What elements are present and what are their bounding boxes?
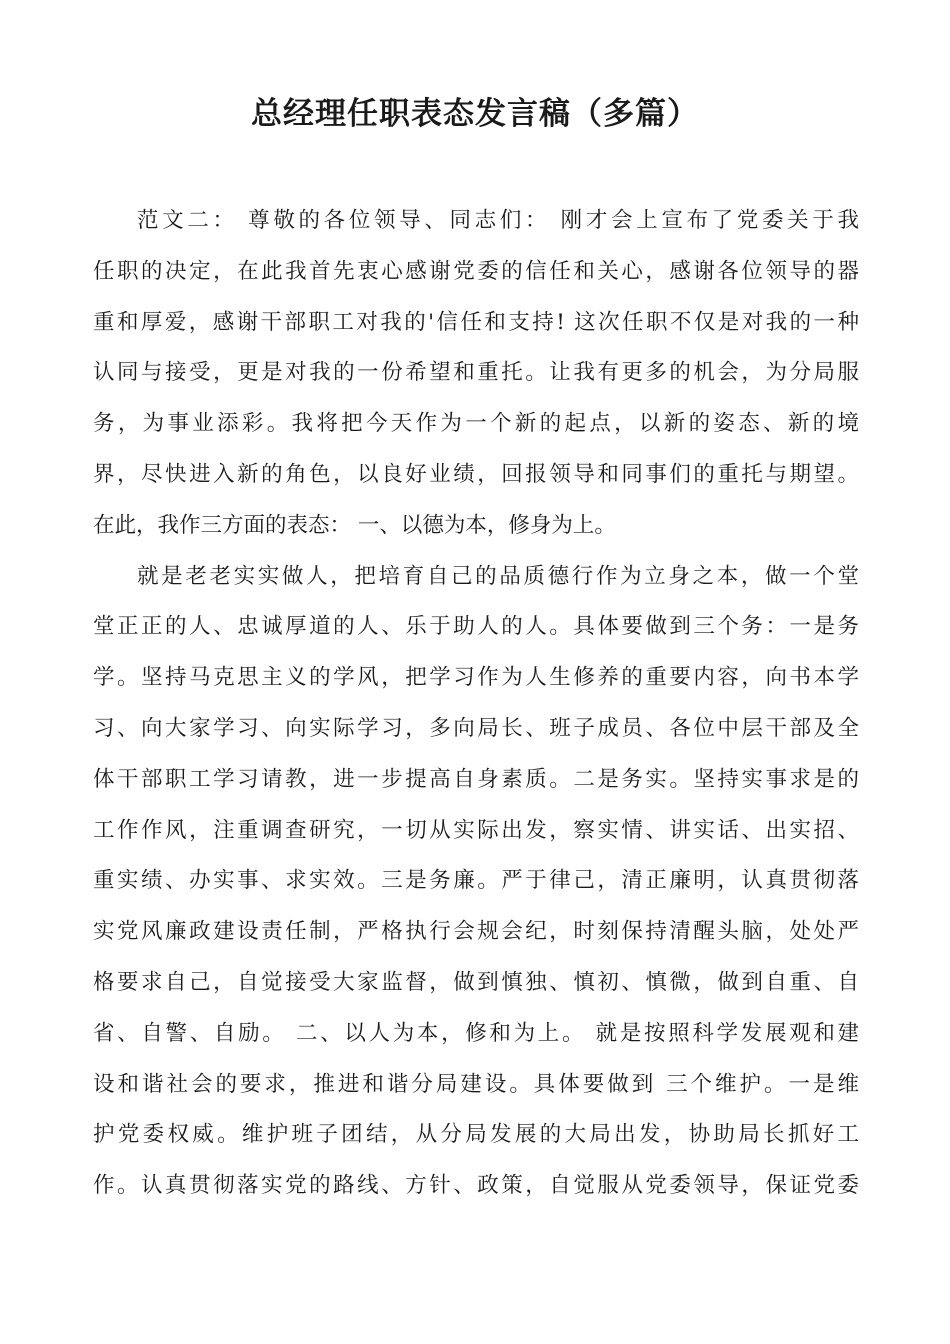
- body-line: 在此，我作三方面的表态： 一、以德为本，修身为上。: [93, 512, 616, 538]
- body-line: 界，尽快进入新的角色，以良好业绩，回报领导和同事们的重托与期望。: [93, 461, 859, 487]
- body-line: 工作作风，注重调查研究，一切从实际出发，察实情、讲实话、出实招、: [93, 817, 859, 843]
- document-title: 总经理任职表态发言稿（多篇）: [251, 96, 699, 132]
- document-body: [93, 196, 859, 1212]
- body-line: 设和谐社会的要求，推进和谐分局建设。具体要做到 三个维护。一是维: [93, 1071, 859, 1097]
- body-line: 认同与接受，更是对我的一份希望和重托。让我有更多的机会，为分局服: [93, 360, 859, 386]
- body-line: 护党委权威。维护班子团结，从分局发展的大局出发，协助局长抓好工: [93, 1122, 859, 1148]
- body-line: 重实绩、办实事、求实效。三是务廉。严于律己，清正廉明，认真贯彻落: [93, 868, 859, 894]
- body-line: 格要求自己，自觉接受大家监督，做到慎独、慎初、慎微，做到自重、自: [93, 969, 859, 995]
- body-line: 就是老老实实做人，把培育自己的品质德行作为立身之本，做一个堂: [137, 563, 859, 589]
- body-line: 实党风廉政建设责任制，严格执行会规会纪，时刻保持清醒头脑，处处严: [93, 919, 859, 945]
- body-line: 任职的决定，在此我首先衷心感谢党委的信任和关心，感谢各位领导的器: [93, 258, 859, 284]
- body-line: 体干部职工学习请教，进一步提高自身素质。二是务实。坚持实事求是的: [93, 766, 859, 792]
- body-line: 省、自警、自励。 二、以人为本，修和为上。 就是按照科学发展观和建: [93, 1020, 859, 1046]
- body-line: 范文二： 尊敬的各位领导、同志们： 刚才会上宣布了党委关于我: [137, 208, 859, 233]
- body-line: 务，为事业添彩。我将把今天作为一个新的起点，以新的姿态、新的境: [93, 411, 859, 437]
- body-line: 作。认真贯彻落实党的路线、方针、政策，自觉服从党委领导，保证党委: [93, 1173, 859, 1199]
- body-line: 习、向大家学习、向实际学习，多向局长、班子成员、各位中层干部及全: [93, 715, 859, 741]
- body-line: 堂正正的人、忠诚厚道的人、乐于助人的人。具体要做到三个务：一是务: [93, 614, 859, 640]
- body-line: 重和厚爱，感谢干部职工对我的'信任和支持! 这次任职不仅是对我的一种: [93, 309, 859, 335]
- body-line: 学。坚持马克思主义的学风，把学习作为人生修养的重要内容，向书本学: [93, 665, 859, 691]
